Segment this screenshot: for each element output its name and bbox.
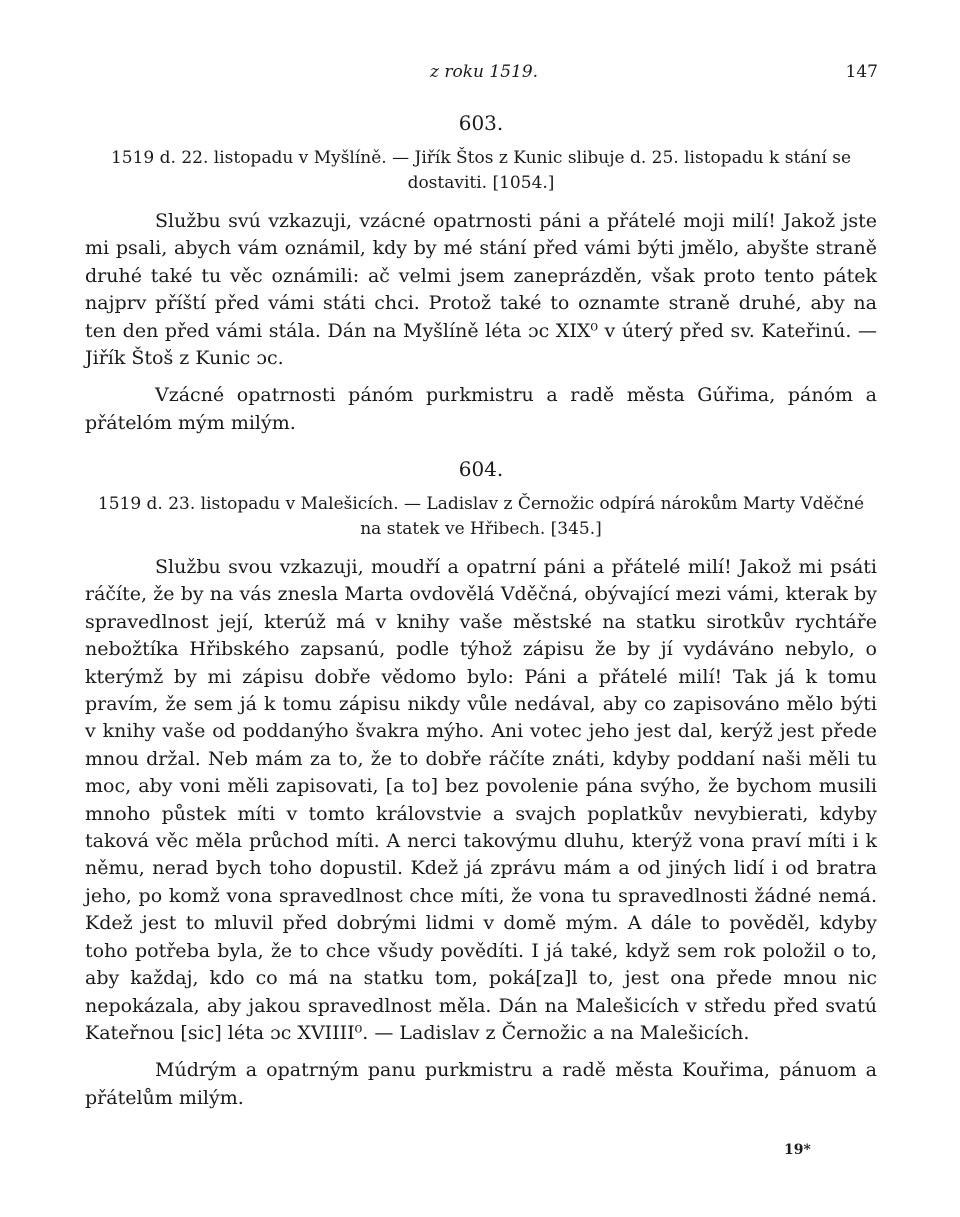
document-regest: 1519 d. 22. listopadu v Myšlíně. — Jiřík Štos z Kunic slibuje d. 25. listopadu k stání se dostaviti. [1054.] [110, 148, 852, 193]
document-address: Vzácné opatrnosti pánóm purkmistru a radě města Gúřima, pánóm a přátelóm mým milým. [85, 384, 877, 434]
document-number: 604. [458, 457, 504, 481]
document-body: Službu svú vzkazuji, vzácné opatrnosti páni a přátelé moji milí! Jakož jste mi psali, abych vám oznámil, kdy by mé stání před vámi býti jmělo, abyšte straně druhé také tu věc oznámili: ač velmi jsem zaneprázděn, však proto tento pátek najprv příští před vámi státi chci. Protož také to oznamte straně druhé, aby na ten den před vámi stála. Dán na Myšlíně léta ɔc XIX⁰ v úterý před sv. Kateřinú. — Jiřík Štoš z Kunic ɔc. [85, 210, 877, 370]
document-body: Službu svou vzkazuji, moudří a opatrní páni a přátelé milí! Jakož mi psáti ráčíte, že by na vás znesla Marta ovdovělá Vděčná, obývající mezi vámi, kterak by spravedlnost její, kterúž má v knihy vaše městské na statku sirotkův rychtáře nebožtíka Hřibského zapsanú, podle týhož zápisu že by jí vydáváno nebylo, o kterýmž by mi zápisu dobře vědomo bylo: Páni a přátelé milí! Tak já k tomu pravím, že sem já k tomu zápisu nikdy vůle nedával, aby co zapisováno mělo býti v knihy vaše od poddanýho švakra mýho. Ani votec jeho jest dal, kerýž jest přede mnou držal. Neb mám za to, že to dobře ráčíte znáti, kdyby poddaní naši měli tu moc, aby voni měli zapisovati, [a to] bez povolenie pána svýho, že bychom musili mnoho půstek míti v tomto královstvie a svajch poplatkův nevybierati, kdyby taková věc měla průchod míti. A nerci takovýmu dluhu, kterýž vona praví míti i k němu, nerad bych toho dopustil. Kdež já zprávu mám a od jiných lidí i od bratra jeho, po komž vona spravedlnost chce míti, že vona tu spravedlnosti žádné nemá. Kdež jest to mluvil před dobrými lidmi v domě mým. A dále to pověděl, kdyby toho potřeba byla, že to chce všudy povědíti. I já také, když sem rok položil o to, aby každaj, kdo co má na statku tom, poká[za]l to, jest ona přede mnou nic nepokázala, aby jakou spravedlnost měla. Dán na Malešicích v středu před svatú Kateřnou [sic] léta ɔc XVIIII⁰. — Ladislav z Černožic a na Malešicích. [85, 556, 877, 1044]
page-number: 147 [845, 62, 878, 82]
running-title: z roku 1519. [430, 62, 539, 82]
running-head [0, 62, 960, 86]
document-number: 603. [458, 111, 504, 135]
document-address: Múdrým a opatrným panu purkmistru a radě města Kouřima, pánuom a přátelům milým. [85, 1059, 877, 1109]
document-603 [85, 110, 877, 437]
document-regest: 1519 d. 23. listopadu v Malešicích. — Ladislav z Černožic odpírá nárokům Marty Vděčné na statek ve Hřibech. [345.] [97, 494, 865, 539]
document-604 [85, 456, 877, 1112]
signature-mark: 19* [784, 1142, 811, 1158]
